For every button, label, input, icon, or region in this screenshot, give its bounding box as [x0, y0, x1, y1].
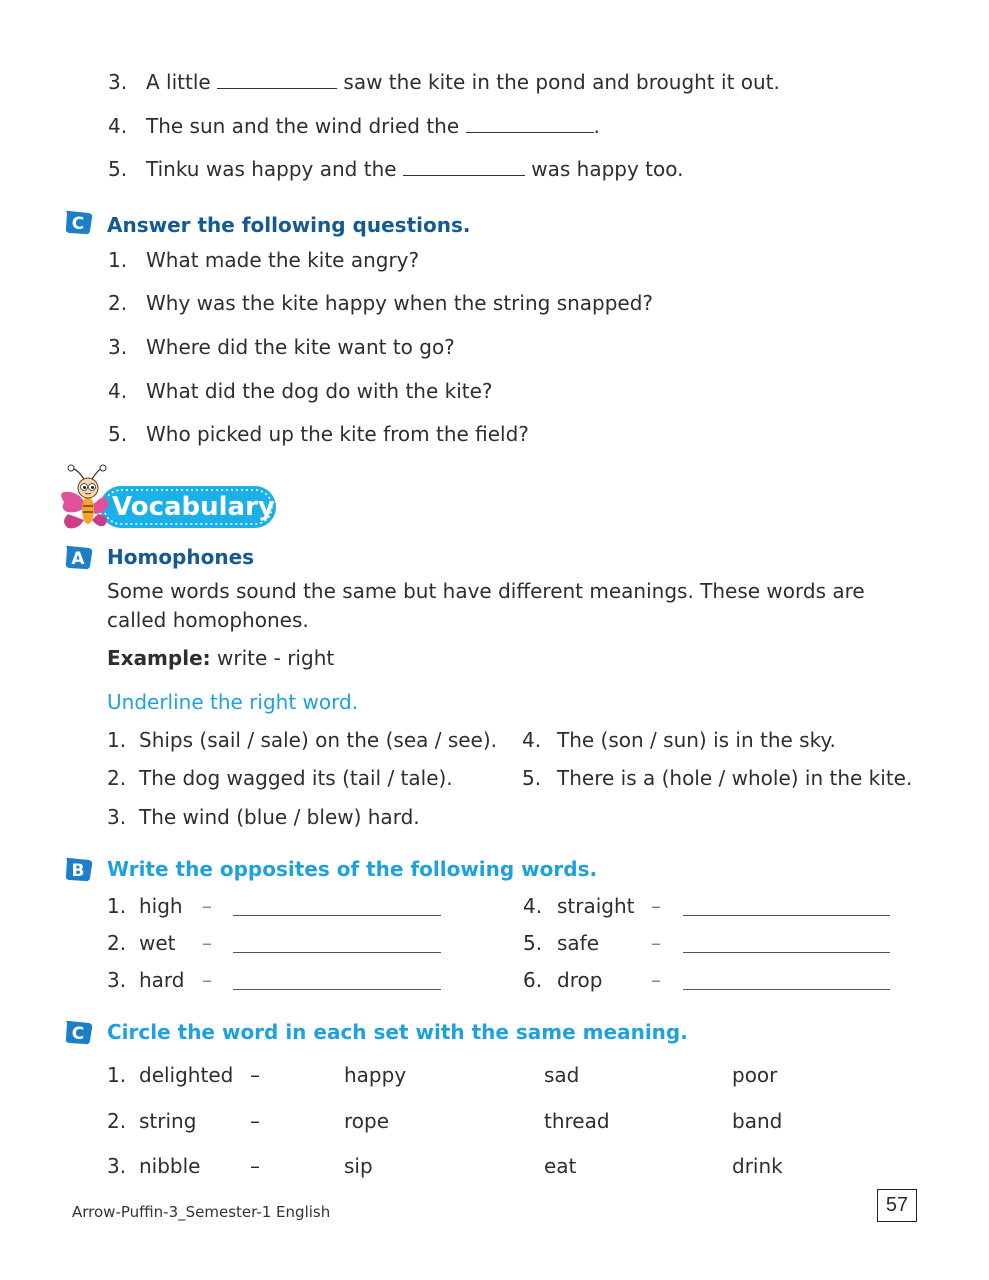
homophone-sentence[interactable]: There is a (hole / whole) in the kite.	[557, 766, 913, 790]
key-word: nibble	[139, 1154, 201, 1178]
dash: –	[250, 1063, 260, 1087]
example-line	[107, 646, 334, 670]
section-c-badge	[63, 209, 93, 235]
opposite-word: straight	[557, 894, 635, 918]
answer-blank[interactable]	[403, 158, 525, 176]
option-word[interactable]: poor	[732, 1063, 778, 1087]
footer-book-title: Arrow-Puffin-3_Semester-1 English	[72, 1203, 331, 1221]
underline-instruction: Underline the right word.	[107, 690, 359, 714]
homophone-sentence[interactable]: Ships (sail / sale) on the (sea / see).	[139, 728, 498, 752]
opposites-title: Write the opposites of the following words.	[107, 857, 598, 881]
item-number: 4.	[523, 894, 543, 918]
item-number: 1.	[107, 728, 127, 752]
answer-line[interactable]	[683, 952, 890, 953]
answer-line[interactable]	[233, 989, 441, 990]
dash: –	[202, 894, 212, 918]
homophones-definition-line2: called homophones.	[107, 608, 309, 632]
svg-text:B: B	[71, 861, 85, 881]
dash: –	[250, 1109, 260, 1133]
svg-text:C: C	[71, 1024, 85, 1044]
answer-line[interactable]	[683, 989, 890, 990]
opposite-word: hard	[139, 968, 185, 992]
question-number: 3.	[108, 335, 128, 359]
section-c-title: Answer the following questions.	[107, 213, 471, 237]
dash: –	[651, 894, 661, 918]
item-number: 1.	[107, 1063, 127, 1087]
question-number: 1.	[108, 248, 128, 272]
key-word: string	[139, 1109, 197, 1133]
vocabulary-title: Vocabulary	[112, 492, 275, 522]
item-number: 5.	[108, 157, 128, 181]
question-text: Why was the kite happy when the string snapped?	[146, 291, 654, 315]
question-text: What made the kite angry?	[146, 248, 420, 272]
answer-line[interactable]	[683, 915, 890, 916]
option-word[interactable]: drink	[732, 1154, 783, 1178]
item-number: 3.	[108, 70, 128, 94]
vocab-a-badge	[63, 544, 93, 570]
dash: –	[202, 968, 212, 992]
dash: –	[651, 968, 661, 992]
example-label: Example:	[107, 646, 211, 670]
homophone-sentence[interactable]: The dog wagged its (tail / tale).	[139, 766, 453, 790]
question-number: 2.	[108, 291, 128, 315]
page-number: 57	[877, 1189, 917, 1222]
item-number: 3.	[107, 1154, 127, 1178]
question-text: Where did the kite want to go?	[146, 335, 455, 359]
item-number: 2.	[107, 1109, 127, 1133]
answer-blank[interactable]	[466, 115, 594, 133]
vocab-c-badge	[63, 1019, 93, 1045]
item-number: 4.	[108, 114, 128, 138]
key-word: delighted	[139, 1063, 234, 1087]
dash: –	[651, 931, 661, 955]
dash: –	[202, 931, 212, 955]
sentence-text: A little saw the kite in the pond and brought it out.	[146, 70, 780, 94]
answer-blank[interactable]	[217, 71, 337, 89]
item-number: 3.	[107, 968, 127, 992]
dash: –	[250, 1154, 260, 1178]
item-number: 3.	[107, 805, 127, 829]
homophones-definition-line1: Some words sound the same but have different meanings. These words are	[107, 579, 865, 603]
option-word[interactable]: rope	[344, 1109, 390, 1133]
answer-line[interactable]	[233, 952, 441, 953]
opposite-word: high	[139, 894, 183, 918]
option-word[interactable]: happy	[344, 1063, 407, 1087]
vocabulary-banner	[56, 462, 280, 534]
sentence-text: Tinku was happy and the was happy too.	[146, 157, 684, 181]
option-word[interactable]: thread	[544, 1109, 610, 1133]
item-number: 1.	[107, 894, 127, 918]
svg-text:C: C	[71, 214, 85, 234]
opposite-word: drop	[557, 968, 603, 992]
homophone-sentence[interactable]: The (son / sun) is in the sky.	[557, 728, 836, 752]
option-word[interactable]: sip	[344, 1154, 373, 1178]
question-text: Who picked up the kite from the field?	[146, 422, 529, 446]
option-word[interactable]: sad	[544, 1063, 580, 1087]
item-number: 2.	[107, 766, 127, 790]
question-text: What did the dog do with the kite?	[146, 379, 493, 403]
same-meaning-title: Circle the word in each set with the same meaning.	[107, 1020, 688, 1044]
question-number: 5.	[108, 422, 128, 446]
item-number: 4.	[522, 728, 542, 752]
item-number: 2.	[107, 931, 127, 955]
homophone-sentence[interactable]: The wind (blue / blew) hard.	[139, 805, 420, 829]
sentence-text: The sun and the wind dried the .	[146, 114, 600, 138]
opposite-word: wet	[139, 931, 176, 955]
vocab-b-badge	[63, 856, 93, 882]
answer-line[interactable]	[233, 915, 441, 916]
svg-text:A: A	[71, 549, 85, 569]
option-word[interactable]: eat	[544, 1154, 577, 1178]
homophones-title: Homophones	[107, 545, 255, 569]
example-text: write - right	[210, 646, 335, 670]
question-number: 4.	[108, 379, 128, 403]
opposite-word: safe	[557, 931, 600, 955]
option-word[interactable]: band	[732, 1109, 783, 1133]
item-number: 5.	[522, 766, 542, 790]
item-number: 5.	[523, 931, 543, 955]
item-number: 6.	[523, 968, 543, 992]
